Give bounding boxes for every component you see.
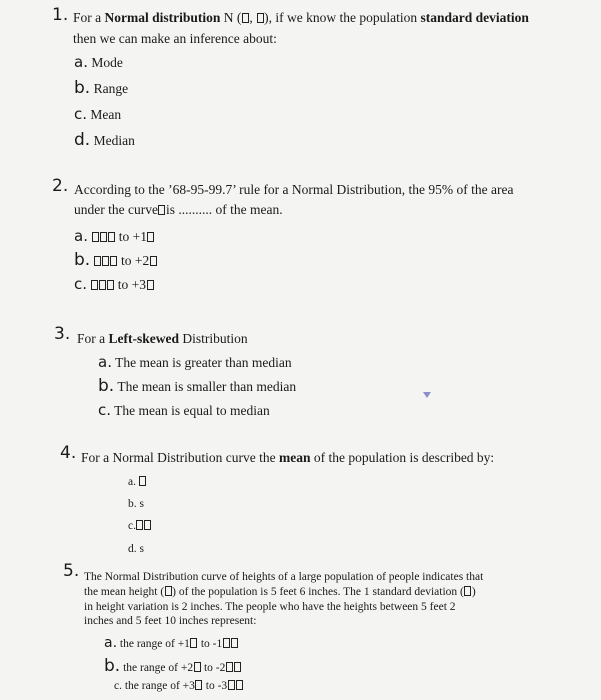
- question-stem: According to the ’68-95-99.7’ rule for a Normal Distribution, the 95% of the area: [74, 182, 514, 197]
- option-b[interactable]: b. s: [128, 498, 144, 510]
- cursor-marker-icon: [422, 390, 432, 400]
- option-d[interactable]: d. Median: [74, 130, 135, 150]
- option-c[interactable]: c. to +3: [74, 275, 154, 293]
- question-number: 3.: [54, 324, 71, 344]
- question-stem: For a Left-skewed Distribution: [77, 331, 248, 346]
- option-a[interactable]: a. the range of +1 to -1: [104, 635, 238, 651]
- question-stem: For a Normal distribution N ( , ), if we know the population standard deviation: [73, 10, 529, 25]
- question-stem-line2: then we can make an inference about:: [73, 31, 277, 46]
- question-stem-line3: in height variation is 2 inches. The people who have the heights between 5 feet 2: [84, 601, 456, 613]
- option-c[interactable]: c.: [128, 520, 152, 532]
- option-d[interactable]: d. s: [128, 543, 144, 555]
- option-b[interactable]: b. Range: [74, 78, 129, 98]
- question-number: 2.: [52, 176, 69, 196]
- missing-glyph-box: [257, 13, 264, 23]
- missing-glyph-box: [158, 205, 165, 215]
- question-number: 1.: [52, 5, 69, 25]
- option-b[interactable]: b. the range of +2 to -2: [104, 656, 241, 676]
- option-a[interactable]: a. Mode: [74, 53, 123, 71]
- question-stem-line2: under the curve is .......... of the mean.: [74, 202, 283, 217]
- question-stem: For a Normal Distribution curve the mean of the population is described by:: [81, 450, 495, 465]
- missing-glyph-box: [242, 13, 249, 23]
- option-a[interactable]: a.: [128, 476, 147, 488]
- question-stem-line2: the mean height ( ) of the population is 5 feet 6 inches. The 1 standard deviation ( ): [84, 586, 476, 598]
- option-b[interactable]: b. The mean is smaller than median: [98, 376, 297, 396]
- option-c[interactable]: c. The mean is equal to median: [98, 401, 270, 419]
- question-stem: The Normal Distribution curve of heights of a large population of people indicates that: [84, 571, 484, 583]
- question-number: 4.: [60, 443, 77, 463]
- option-c[interactable]: c. the range of +3 to -3: [114, 680, 243, 692]
- question-stem-line4: inches and 5 feet 10 inches represent:: [84, 615, 257, 627]
- option-b[interactable]: b. to +2: [74, 250, 157, 270]
- option-c[interactable]: c. Mean: [74, 105, 122, 123]
- question-number: 5.: [63, 561, 80, 581]
- option-a[interactable]: a. to +1: [74, 227, 155, 245]
- option-a[interactable]: a. The mean is greater than median: [98, 353, 292, 371]
